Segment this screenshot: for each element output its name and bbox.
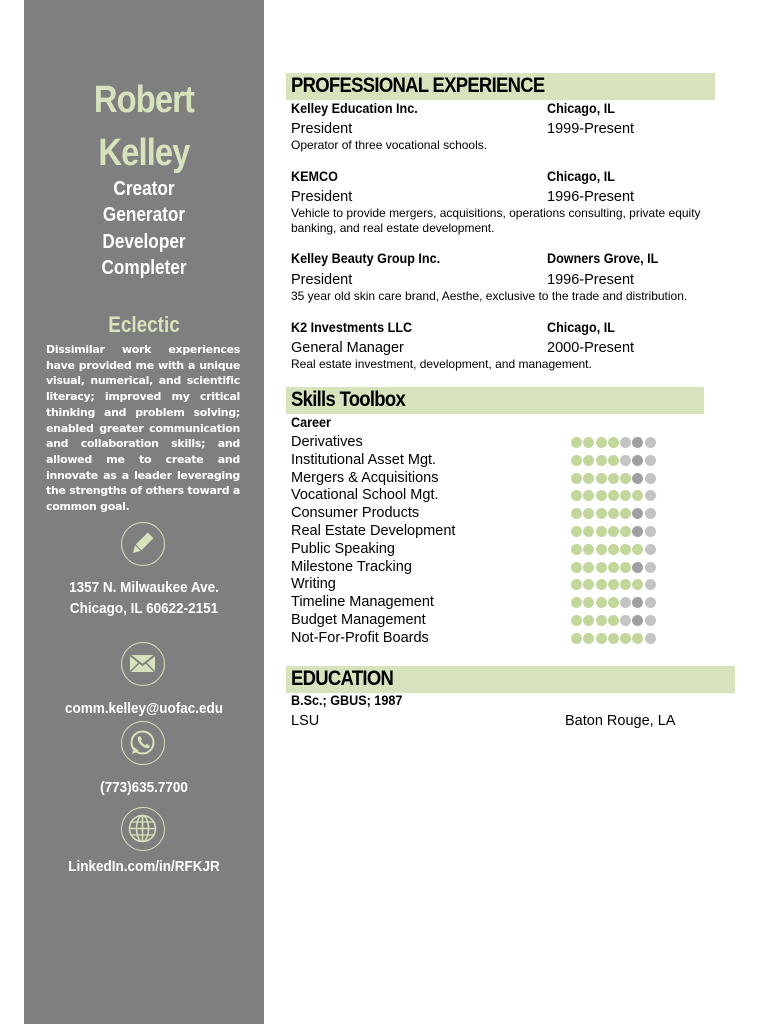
skill-name: Timeline Management [291, 594, 434, 611]
rating-dot-filled [596, 526, 607, 537]
rating-dot-filled [583, 544, 594, 555]
skill-row [291, 541, 671, 559]
education-heading-bar [286, 666, 735, 693]
linkedin-link[interactable]: LinkedIn.com/in/RFKJR [68, 858, 220, 875]
skill-rating [571, 526, 657, 537]
skill-row [291, 470, 671, 488]
rating-dot-filled [596, 455, 607, 466]
experience-heading: PROFESSIONAL EXPERIENCE [291, 74, 545, 97]
rating-dot-empty [632, 455, 643, 466]
skill-name: Writing [291, 576, 336, 593]
rating-dot-empty [645, 615, 656, 626]
rating-dot-filled [571, 508, 582, 519]
role-3: Developer [102, 231, 186, 253]
rating-dot-empty [645, 526, 656, 537]
rating-dot-filled [632, 490, 643, 501]
pencil-icon [121, 522, 165, 566]
summary: Dissimilar work experiences have provided me with a unique visual, numerical, and scientific literacy; improved my critical thinking and problem solving; enabled greater communication and collaboration skills; and allowed me to create and innovate as a leader leveraging the strengths of others toward a common goal. [46, 343, 240, 514]
rating-dot-empty [620, 615, 631, 626]
skill-name: Not-For-Profit Boards [291, 629, 429, 646]
job-1-title: President [291, 121, 353, 137]
education-heading: EDUCATION [291, 667, 394, 690]
rating-dot-empty [620, 455, 631, 466]
skill-row [291, 487, 671, 505]
rating-dot-empty [645, 473, 656, 484]
rating-dot-filled [571, 526, 582, 537]
globe-icon [121, 807, 165, 851]
rating-dot-filled [571, 633, 582, 644]
rating-dot-filled [571, 473, 582, 484]
skill-row [291, 452, 671, 470]
skill-rating [571, 455, 657, 466]
skills-heading-bar [286, 387, 704, 414]
job-1-location: Chicago, IL [547, 100, 615, 116]
skill-rating [571, 473, 657, 484]
skill-row [291, 576, 671, 594]
rating-dot-filled [620, 490, 631, 501]
job-1-dates: 1999-Present [547, 121, 635, 137]
rating-dot-filled [596, 490, 607, 501]
rating-dot-empty [620, 597, 631, 608]
education-location: Baton Rouge, LA [565, 713, 676, 729]
rating-dot-empty [645, 633, 656, 644]
job-2-title: President [291, 189, 353, 205]
job-3-location: Downers Grove, IL [547, 250, 659, 266]
skill-rating [571, 579, 657, 590]
envelope-icon [121, 642, 165, 686]
job-2-dates: 1996-Present [547, 189, 635, 205]
job-3-title: President [291, 272, 353, 288]
rating-dot-filled [583, 455, 594, 466]
rating-dot-filled [608, 455, 619, 466]
skill-rating [571, 544, 657, 555]
skill-row [291, 505, 671, 523]
role-1: Creator [113, 178, 175, 200]
job-2-org: KEMCO [291, 168, 338, 184]
last-name: Kelley [98, 132, 190, 174]
rating-dot-filled [583, 508, 594, 519]
skill-name: Derivatives [291, 434, 363, 450]
rating-dot-filled [571, 490, 582, 501]
rating-dot-filled [620, 526, 631, 537]
job-4-location: Chicago, IL [547, 319, 615, 335]
skill-name: Budget Management [291, 612, 426, 628]
rating-dot-filled [583, 633, 594, 644]
skill-row [291, 434, 671, 452]
skill-name: Consumer Products [291, 505, 420, 522]
rating-dot-filled [571, 579, 582, 590]
skill-rating [571, 437, 657, 448]
rating-dot-filled [571, 562, 582, 573]
phone-number[interactable]: (773)635.7700 [100, 779, 188, 796]
education-degree: B.Sc.; GBUS; 1987 [291, 692, 403, 708]
rating-dot-filled [596, 633, 607, 644]
rating-dot-empty [645, 562, 656, 573]
rating-dot-filled [583, 473, 594, 484]
rating-dot-filled [608, 508, 619, 519]
rating-dot-empty [645, 490, 656, 501]
skill-row [291, 630, 671, 648]
rating-dot-empty [632, 508, 643, 519]
role-2: Generator [102, 204, 186, 226]
rating-dot-empty [645, 597, 656, 608]
skill-row [291, 559, 671, 577]
rating-dot-filled [620, 579, 631, 590]
rating-dot-filled [608, 490, 619, 501]
address-line2: Chicago, IL 60622-2151 [69, 600, 219, 617]
rating-dot-filled [596, 508, 607, 519]
rating-dot-filled [620, 633, 631, 644]
job-3-org: Kelley Beauty Group Inc. [291, 250, 441, 266]
rating-dot-filled [571, 597, 582, 608]
rating-dot-filled [596, 562, 607, 573]
rating-dot-filled [620, 562, 631, 573]
skill-row [291, 594, 671, 612]
rating-dot-filled [583, 579, 594, 590]
rating-dot-empty [645, 508, 656, 519]
rating-dot-filled [571, 437, 582, 448]
rating-dot-filled [571, 615, 582, 626]
skill-name: Milestone Tracking [291, 558, 412, 575]
tagline: Eclectic [108, 312, 180, 337]
rating-dot-empty [632, 615, 643, 626]
job-3-description: 35 year old skin care brand, Aesthe, exclusive to the trade and distribution. [291, 289, 688, 303]
education-school: LSU [291, 713, 320, 729]
skill-name: Real Estate Development [291, 523, 456, 539]
rating-dot-filled [632, 544, 643, 555]
job-4-description: Real estate investment, development, and management. [291, 357, 592, 371]
rating-dot-empty [645, 579, 656, 590]
rating-dot-filled [583, 597, 594, 608]
rating-dot-filled [583, 437, 594, 448]
rating-dot-filled [583, 490, 594, 501]
sidebar [24, 0, 264, 1024]
job-4-dates: 2000-Present [547, 340, 635, 356]
email-link[interactable]: comm.kelley@uofac.edu [65, 700, 223, 717]
rating-dot-filled [620, 508, 631, 519]
rating-dot-empty [632, 526, 643, 537]
rating-dot-filled [596, 473, 607, 484]
rating-dot-filled [596, 579, 607, 590]
rating-dot-empty [632, 437, 643, 448]
skill-name: Mergers & Acquisitions [291, 469, 439, 486]
skill-row [291, 612, 671, 630]
experience-heading-bar [286, 73, 715, 100]
skill-rating [571, 562, 657, 573]
rating-dot-empty [645, 437, 656, 448]
address-line1: 1357 N. Milwaukee Ave. [69, 579, 219, 596]
rating-dot-filled [571, 455, 582, 466]
rating-dot-empty [645, 455, 656, 466]
rating-dot-filled [571, 544, 582, 555]
rating-dot-filled [596, 437, 607, 448]
skill-name: Institutional Asset Mgt. [291, 451, 437, 468]
job-2-location: Chicago, IL [547, 168, 615, 184]
skills-category: Career [291, 414, 331, 430]
rating-dot-filled [608, 562, 619, 573]
rating-dot-filled [632, 579, 643, 590]
rating-dot-filled [596, 597, 607, 608]
rating-dot-filled [583, 615, 594, 626]
rating-dot-filled [608, 615, 619, 626]
first-name: Robert [93, 79, 195, 121]
rating-dot-filled [608, 437, 619, 448]
rating-dot-filled [596, 544, 607, 555]
rating-dot-filled [608, 526, 619, 537]
rating-dot-filled [596, 615, 607, 626]
skill-row [291, 523, 671, 541]
job-3-dates: 1996-Present [547, 272, 635, 288]
rating-dot-empty [632, 562, 643, 573]
job-2-description: Vehicle to provide mergers, acquisitions, operations consulting, private equity banking, and real estate development. [291, 206, 701, 235]
rating-dot-filled [608, 597, 619, 608]
rating-dot-filled [608, 473, 619, 484]
rating-dot-filled [583, 526, 594, 537]
rating-dot-empty [620, 437, 631, 448]
skill-name: Vocational School Mgt. [291, 487, 439, 504]
phone-icon [121, 721, 165, 765]
job-4-title: General Manager [291, 340, 404, 356]
job-1-org: Kelley Education Inc. [291, 100, 418, 116]
rating-dot-filled [620, 544, 631, 555]
skill-rating [571, 597, 657, 608]
job-1-description: Operator of three vocational schools. [291, 138, 488, 152]
skill-rating [571, 615, 657, 626]
rating-dot-filled [632, 633, 643, 644]
role-4: Completer [101, 257, 187, 279]
rating-dot-filled [608, 633, 619, 644]
rating-dot-filled [608, 544, 619, 555]
rating-dot-filled [620, 473, 631, 484]
skill-rating [571, 490, 657, 501]
skill-rating [571, 633, 657, 644]
rating-dot-empty [632, 473, 643, 484]
skill-name: Public Speaking [291, 540, 395, 557]
rating-dot-filled [583, 562, 594, 573]
job-4-org: K2 Investments LLC [291, 319, 413, 335]
rating-dot-empty [632, 597, 643, 608]
skill-rating [571, 508, 657, 519]
rating-dot-filled [608, 579, 619, 590]
skills-heading: Skills Toolbox [291, 388, 406, 411]
rating-dot-empty [645, 544, 656, 555]
